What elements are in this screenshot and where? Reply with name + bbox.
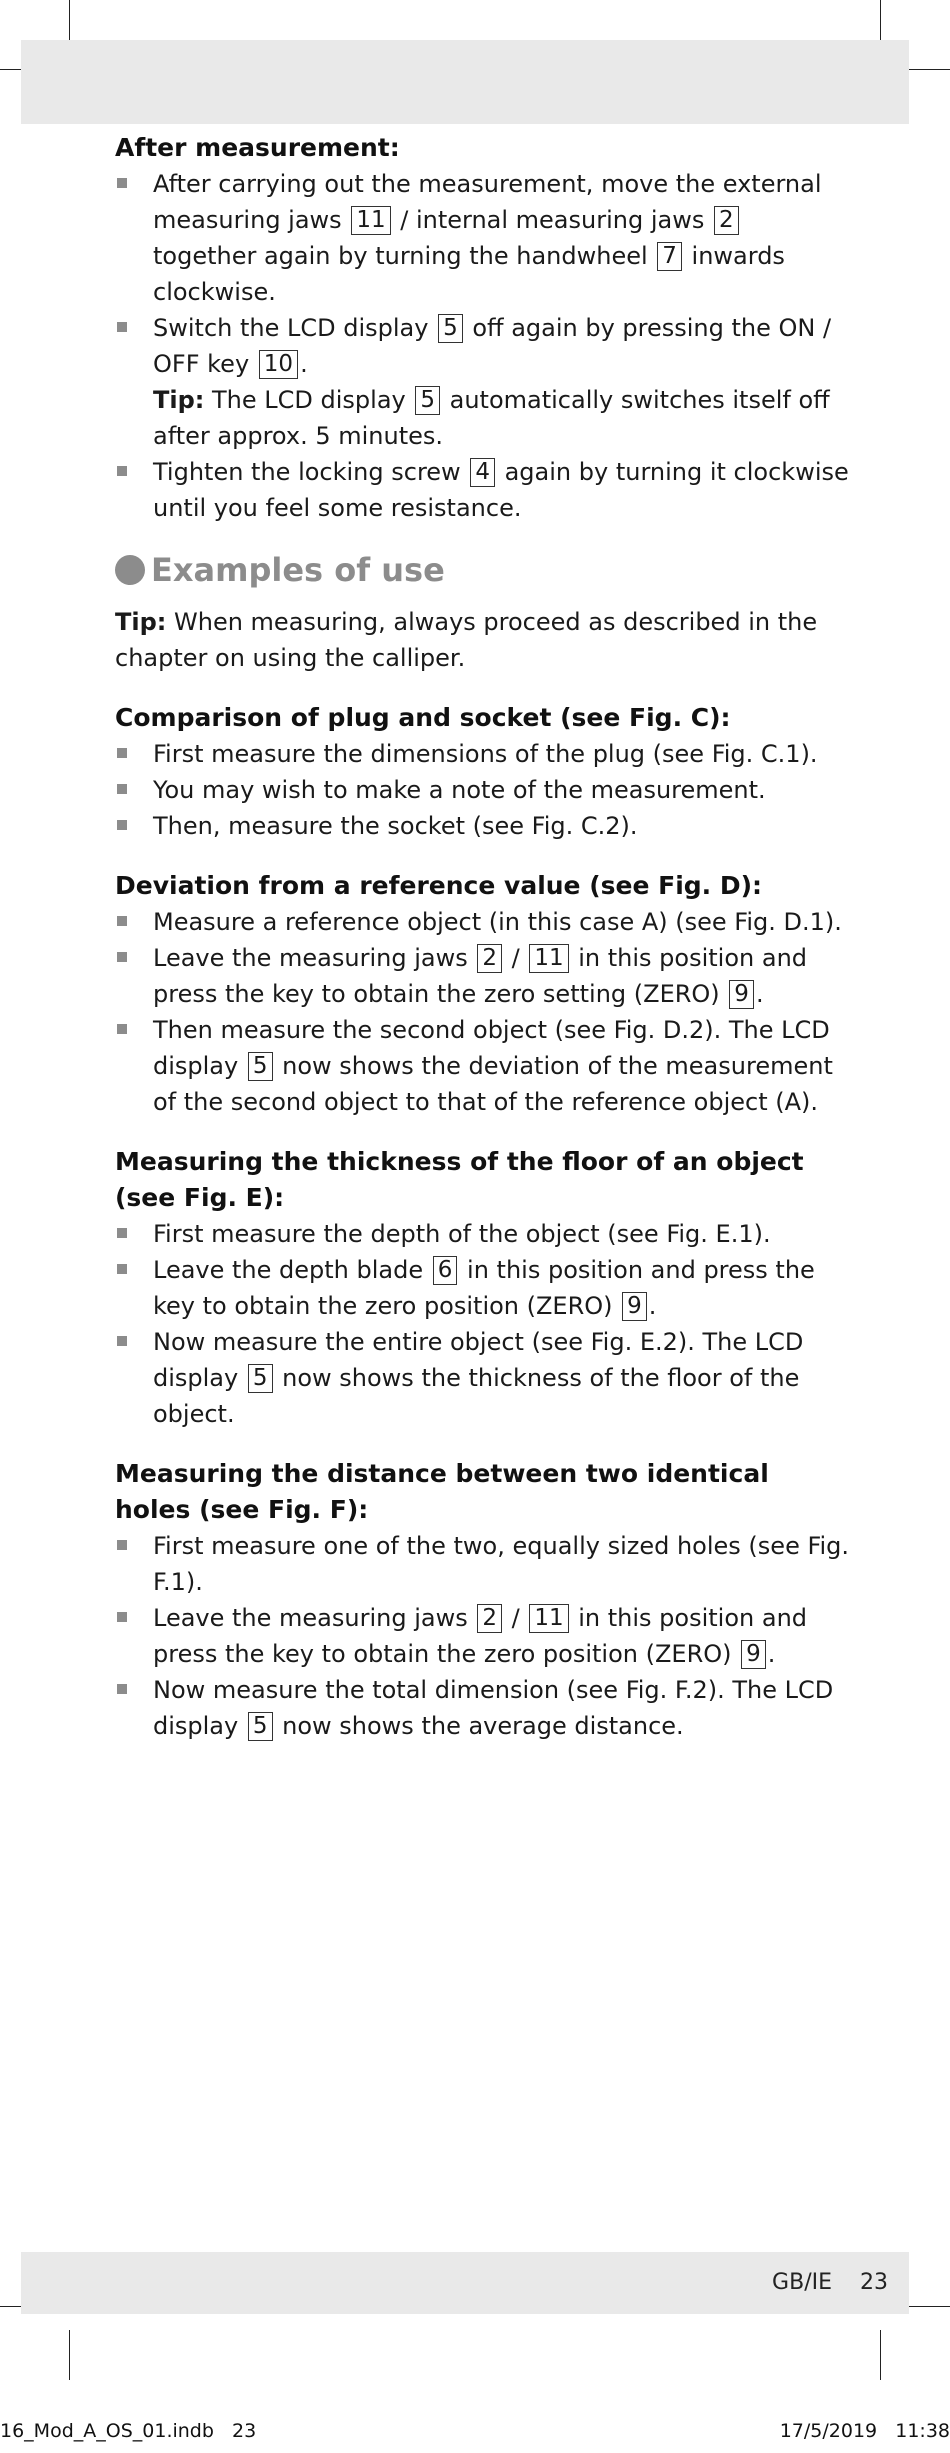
bullet-list xyxy=(115,1528,850,1744)
part-number-box: 9 xyxy=(622,1292,647,1321)
square-bullet-icon xyxy=(117,748,127,758)
list-item: Leave the depth blade 6 in this position and press the key to obtain the zero position (ZERO) 9 . xyxy=(115,1252,850,1324)
chapter-heading: Examples of use xyxy=(115,548,850,592)
section-heading: Deviation from a reference value (see Fig. D): xyxy=(115,871,763,900)
list-item: Tighten the locking screw 4 again by turning it clockwise until you feel some resistance. xyxy=(115,454,850,526)
crop-mark xyxy=(880,0,881,40)
bullet-list xyxy=(115,1216,850,1432)
section-heading: Measuring the thickness of the floor of an object (see Fig. E): xyxy=(115,1147,804,1212)
header-band xyxy=(21,40,909,124)
section-heading: Comparison of plug and socket (see Fig. C): xyxy=(115,703,731,732)
deviation-section xyxy=(115,868,850,1120)
part-number-box: 2 xyxy=(477,1604,502,1633)
region-label: GB/IE xyxy=(772,2270,832,2295)
list-item: First measure the depth of the object (see Fig. E.1). xyxy=(115,1216,850,1252)
crop-mark xyxy=(880,2330,881,2380)
list-item: After carrying out the measurement, move the external measuring jaws 11 / internal measuring jaws 2 together again by turning the handwheel 7 inwards clockwise. xyxy=(115,166,850,310)
list-item: Leave the measuring jaws 2 / 11 in this position and press the key to obtain the zero position (ZERO) 9 . xyxy=(115,1600,850,1672)
crop-mark xyxy=(902,69,950,70)
part-number-box: 11 xyxy=(529,1604,568,1633)
part-number-box: 4 xyxy=(470,458,495,487)
crop-mark xyxy=(69,0,70,40)
list-item: You may wish to make a note of the measurement. xyxy=(115,772,850,808)
bullet-list xyxy=(115,736,850,844)
part-number-box: 10 xyxy=(259,350,298,379)
part-number-box: 7 xyxy=(657,242,682,271)
tip-note: Tip: The LCD display 5 automatically switches itself off after approx. 5 minutes. xyxy=(153,386,830,450)
bullet-list xyxy=(115,166,850,526)
part-number-box: 2 xyxy=(714,206,739,235)
part-number-box: 5 xyxy=(248,1052,273,1081)
floor-thickness-section xyxy=(115,1144,850,1432)
square-bullet-icon xyxy=(117,820,127,830)
print-slug-file: 16_Mod_A_OS_01.indb 23 xyxy=(0,2420,257,2442)
section-heading: Measuring the distance between two identical holes (see Fig. F): xyxy=(115,1459,769,1524)
square-bullet-icon xyxy=(117,178,127,188)
list-item: Leave the measuring jaws 2 / 11 in this position and press the key to obtain the zero setting (ZERO) 9 . xyxy=(115,940,850,1012)
circle-bullet-icon xyxy=(115,555,145,585)
list-item: Measure a reference object (in this case A) (see Fig. D.1). xyxy=(115,904,850,940)
square-bullet-icon xyxy=(117,784,127,794)
holes-distance-section xyxy=(115,1456,850,1744)
part-number-box: 9 xyxy=(729,980,754,1009)
list-item: Switch the LCD display 5 off again by pressing the ON / OFF key 10 . Tip: The LCD display 5 automatically switches itself off after approx. 5 minutes. xyxy=(115,310,850,454)
list-item: Now measure the total dimension (see Fig. F.2). The LCD display 5 now shows the average distance. xyxy=(115,1672,850,1744)
part-number-box: 5 xyxy=(438,314,463,343)
part-number-box: 6 xyxy=(433,1256,458,1285)
print-slug-date: 17/5/2019 11:38 xyxy=(779,2420,950,2442)
square-bullet-icon xyxy=(117,1264,127,1274)
square-bullet-icon xyxy=(117,1612,127,1622)
crop-mark xyxy=(69,2330,70,2380)
list-item: Then measure the second object (see Fig. D.2). The LCD display 5 now shows the deviation of the measurement of the second object to that of the reference object (A). xyxy=(115,1012,850,1120)
square-bullet-icon xyxy=(117,322,127,332)
part-number-box: 9 xyxy=(741,1640,766,1669)
part-number-box: 5 xyxy=(248,1364,273,1393)
page-footer xyxy=(772,2252,888,2314)
square-bullet-icon xyxy=(117,916,127,926)
list-item: Now measure the entire object (see Fig. E.2). The LCD display 5 now shows the thickness of the floor of the object. xyxy=(115,1324,850,1432)
list-item: Then, measure the socket (see Fig. C.2). xyxy=(115,808,850,844)
square-bullet-icon xyxy=(117,1024,127,1034)
after-measurement-section xyxy=(115,130,850,526)
square-bullet-icon xyxy=(117,952,127,962)
square-bullet-icon xyxy=(117,466,127,476)
list-item: First measure the dimensions of the plug (see Fig. C.1). xyxy=(115,736,850,772)
part-number-box: 2 xyxy=(477,944,502,973)
page-number: 23 xyxy=(860,2270,888,2295)
page-content xyxy=(115,124,850,1744)
square-bullet-icon xyxy=(117,1336,127,1346)
bullet-list xyxy=(115,904,850,1120)
comparison-section xyxy=(115,700,850,844)
part-number-box: 11 xyxy=(351,206,390,235)
tip-paragraph: Tip: When measuring, always proceed as described in the chapter on using the calliper. xyxy=(115,608,818,672)
square-bullet-icon xyxy=(117,1684,127,1694)
square-bullet-icon xyxy=(117,1228,127,1238)
crop-mark xyxy=(902,2306,950,2307)
section-heading: After measurement: xyxy=(115,133,400,162)
list-item: First measure one of the two, equally sized holes (see Fig. F.1). xyxy=(115,1528,850,1600)
square-bullet-icon xyxy=(117,1540,127,1550)
part-number-box: 5 xyxy=(415,386,440,415)
part-number-box: 5 xyxy=(248,1712,273,1741)
part-number-box: 11 xyxy=(529,944,568,973)
